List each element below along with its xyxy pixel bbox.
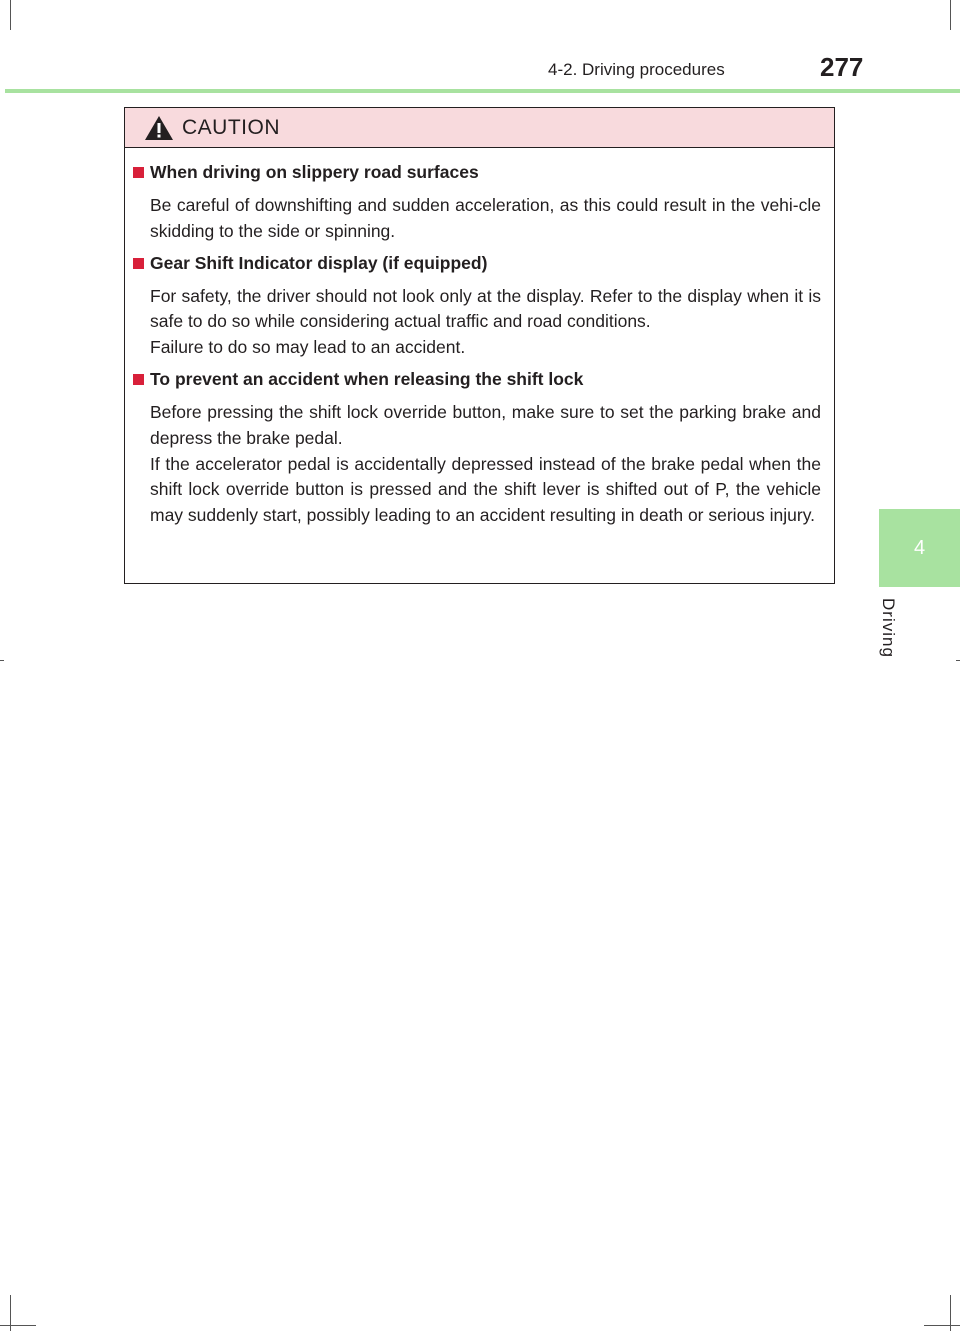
- chapter-tab: [879, 509, 960, 587]
- section-heading-text: To prevent an accident when releasing the shift lock: [150, 368, 584, 389]
- section-body: [133, 400, 821, 529]
- caution-box: [124, 107, 835, 584]
- caution-section: [133, 253, 821, 361]
- section-title: 4-2. Driving procedures: [548, 60, 725, 79]
- crop-mark: [950, 0, 951, 30]
- paragraph: Failure to do so may lead to an accident.: [150, 337, 466, 358]
- chapter-label-container: [870, 598, 910, 668]
- bullet-square-icon: [133, 374, 144, 385]
- paragraph: Be careful of downshifting and sudden acceleration, as this could result in the vehi-cle skidding to the side or spinning.: [150, 195, 821, 241]
- caution-section: [133, 162, 821, 245]
- section-heading-text: When driving on slippery road surfaces: [150, 162, 479, 182]
- caution-section: [133, 369, 821, 529]
- bullet-square-icon: [133, 258, 144, 269]
- chapter-number: 4: [913, 536, 926, 559]
- section-heading: [133, 162, 821, 183]
- header-rule: [5, 89, 960, 93]
- caution-sections: [125, 148, 834, 529]
- section-body: [133, 193, 821, 245]
- crop-mark: [956, 660, 960, 661]
- warning-icon: [144, 115, 174, 141]
- crop-mark: [0, 660, 4, 661]
- crop-mark: [924, 1325, 960, 1326]
- chapter-label: Driving: [879, 598, 898, 658]
- bullet-square-icon: [133, 167, 144, 178]
- section-heading: [133, 253, 821, 274]
- section-heading: [133, 369, 821, 390]
- page-number: 277: [820, 52, 864, 82]
- paragraph: For safety, the driver should not look only at the display. Refer to the display when it is safe to do so while considering actual traffic and road conditions.: [150, 285, 821, 332]
- crop-mark: [10, 0, 11, 30]
- caution-title: CAUTION: [182, 115, 280, 139]
- paragraph: Before pressing the shift lock override button, make sure to set the parking brake and depress the brake pedal.: [150, 401, 821, 448]
- paragraph: If the accelerator pedal is accidentally depressed instead of the brake pedal when the shift lock override button is pressed and the shift lever is shifted out of P, the vehicle may suddenly start, possibly leading to an accident resulting in death or serious injury.: [150, 453, 821, 526]
- caution-header: [125, 108, 834, 148]
- crop-mark: [0, 1325, 36, 1326]
- section-heading-text: Gear Shift Indicator display (if equipped): [150, 252, 488, 273]
- section-body: [133, 284, 821, 361]
